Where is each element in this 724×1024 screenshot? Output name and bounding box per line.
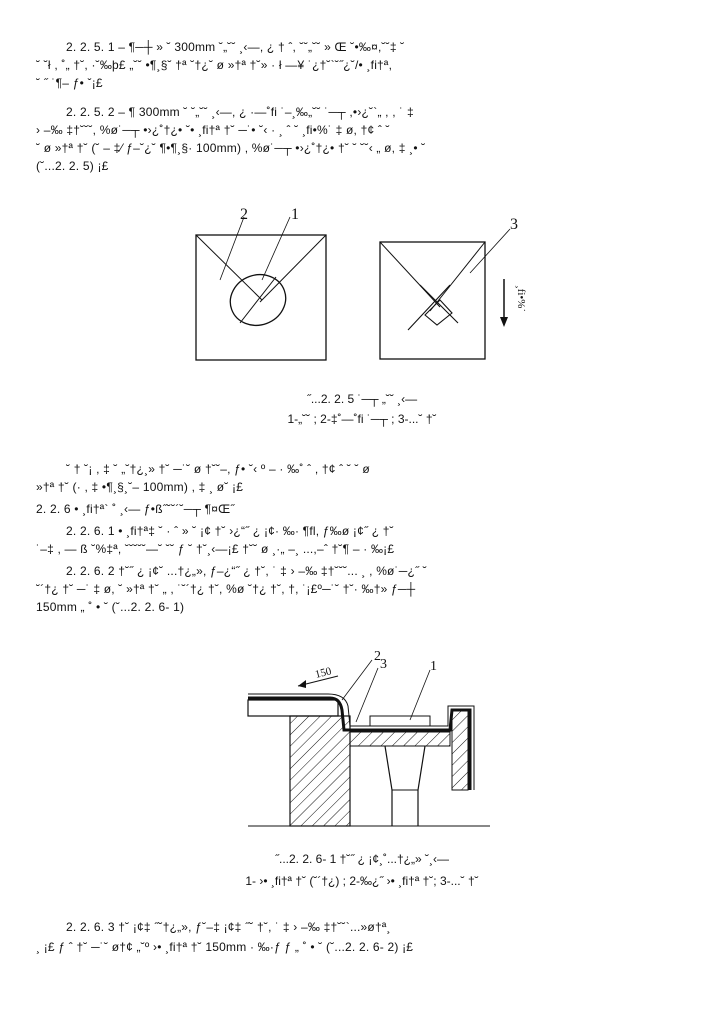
fig2-wall [290,716,350,826]
flow-arrow-head [500,317,508,327]
fig-label-2: 2 [240,206,248,223]
para-2252-line-1: 2. 2. 5. 2 – ¶ 300mm ˘ ˘„˘˘ ¸‹—, ¿ ·—˚fi ˙–¸‰„˘˘ ˙─┬ ,•›¿˘`„ , , ˙ ‡ [66,105,414,119]
figure-2-2-6-1 [0,640,724,840]
fig2-label-2: 2 [374,649,381,664]
para-2251-line-2: ˘ ˘ł , ˚„ †˘, ·˘‰þ£ „˘˘ •¶¸§˘ †ª ˘†¿˘ ø »†ª †˘» · ł —¥ ˙¿†˘`˘˝¿˘/• ¸fi†ª, [36,58,393,72]
para-225-tail-line-1: ˘ † ˘¡ , ‡ ˘ „˘†¿¸» †˘ ─˙˘ ø †˘˘–, ƒ• ˘‹ º – · ‰˚ ˆ , †¢ ˆ ˘ ˘ ø [66,462,370,476]
fig2-drain-grate [370,716,430,726]
fig2-label-3: 3 [380,657,387,672]
fig2-leader-3 [356,668,378,722]
fig-label-1: 1 [291,206,299,223]
para-2262-line-3: 150mm „ ˚ • ˘ (˘...2. 2. 6- 1) [36,600,185,614]
figure-2-2-6-1-caption: ˝...2. 2. 6- 1 †˘˝ ¿ ¡¢¸˚...†¿„» ˘¸‹— [274,852,450,866]
fig-left-diagonal-1 [196,235,262,300]
fig2-label-1: 1 [430,659,437,674]
para-2261-line-2: ˙–‡ , — ß ˘%‡ª, ˘˘˘˘˘—˘ ˘˘ ƒ ˘ †˘¸‹—¡£ †˘˘ ø ¸·„ –¸ ...,–ˆ †˘¶ – · ‰¡£ [36,542,395,556]
para-225-tail-line-2: »†ª †˘ (· , ‡ •¶¸§¸˘– 100mm) , ‡ ¸ ø˘ ¡£ [36,480,244,494]
para-2262-line-1: 2. 2. 6. 2 †˘˝ ¿ ¡¢˘ ...†¿„», ƒ‒¿“˝ ¿ †˘, ˙ ‡ › –‰ ‡†˘˘˘... ¸ , %ø˙─¿˝ ˘ [66,564,427,578]
para-2263-line-1: 2. 2. 6. 3 †˘ ¡¢‡ ˝˘†¿„», ƒ˘–‡ ¡¢‡ ˝˘ †˘, ˙ ‡ › –‰ ‡†˘˘`...»ø†ª¸ [66,920,391,934]
para-2261-line-1: 2. 2. 6. 1 • ¸fi†ª‡ ˘ · ˆ » ˘ ¡¢ †˘ ›¿“˝ ¿ ¡¢· ‰· ¶fl, ƒ‰ø ¡¢˝ ¿ †˘ [66,524,394,538]
para-2251-line-3: ˘ ˝ ˙¶– ƒ• ˇ¡£ [36,76,103,90]
fig-left-diagonal-2 [260,235,326,302]
para-2262-line-2: ˘´†¿ †˘ ─˙ ‡ ø, ˘ »†ª †˘ „ , ˙˘´†¿ †˘, %ø ˘†¿ †˘, †, ˙¡£º─˙˘ †˘· ‰†» ƒ─┼ [36,582,416,596]
figure-2-2-5-caption: ˝...2. 2. 5 ˙─┬ „˘˘ ¸‹— [306,392,418,406]
fig2-drain-pipe [385,746,425,826]
fig2-dim-label: 150 [313,665,333,681]
fig2-drain-body [350,732,450,746]
fig-label-3: 3 [510,216,518,233]
figure-2-2-5 [0,205,724,380]
section-226-heading: 2. 2. 6 • ¸fi†ª` ˚ ¸‹— ƒ•ß˝˘˘´˘─┬ ¶¤Œ˝ [36,502,235,516]
leader-1 [262,217,290,280]
fig-right-diagonal-1 [380,242,440,307]
para-2252-line-3: ˘ ø »†ª †˘ (˘ – ‡⁄ ƒ–˘¿˘ ¶•¶¸§· 100mm) , %ø˙─┬ •›¿˚†¿• †˘ ˘ ˘˘‹ „ ø, ‡ ¸• ˘ [36,141,426,155]
fig-right-cross [408,285,458,330]
leader-3 [470,229,510,273]
figure-2-2-6-1-legend: 1- ›• ¸fi†ª †˘ (˘´†¿) ; 2-‰¿˝ ›• ¸fi†ª †˘; 3-...˘ †˘ [245,874,479,888]
fig2-right-block [452,710,468,790]
fig-right-diagonal-2 [430,242,485,311]
para-2263-line-2: ¸ ¡£ ƒ ˆ †˘ ─˙˘ ø†¢ „˘º ›• ¸fi†ª †˘ 150mm · ‰·ƒ ƒ „ ˚ • ˘ (˘...2. 2. 6- 2) ¡£ [36,940,414,954]
para-2252-line-2: › –‰ ‡†˘˘˘, %ø˙─┬ •›¿˚†¿• ˘• ¸fi†ª †˘ ─˙• ˘‹ · ¸ ˆ ˘ ¸fi•%˙ ‡ ø, †¢ ˆ ˘ [36,123,390,137]
figure-2-2-5-legend: 1-„˘˘ ; 2-‡˚—˚fi ˙─┬ ; 3-...˘ †˘ [287,412,437,426]
para-2252-line-4: (˘...2. 2. 5) ¡£ [36,159,109,173]
flow-arrow-label: ¸fi•%˙ [515,285,527,313]
para-2251-line-1: 2. 2. 5. 1 – ¶─┼ » ˘ 300mm ˘„˘˘ ¸‹—, ¿ † ˆ, ˘˘„˘˘ » Œ ˘•‰¤,˘˘‡ ˘ [66,40,405,54]
fig2-slab-top [248,700,338,716]
fig2-leader-1 [410,670,430,720]
